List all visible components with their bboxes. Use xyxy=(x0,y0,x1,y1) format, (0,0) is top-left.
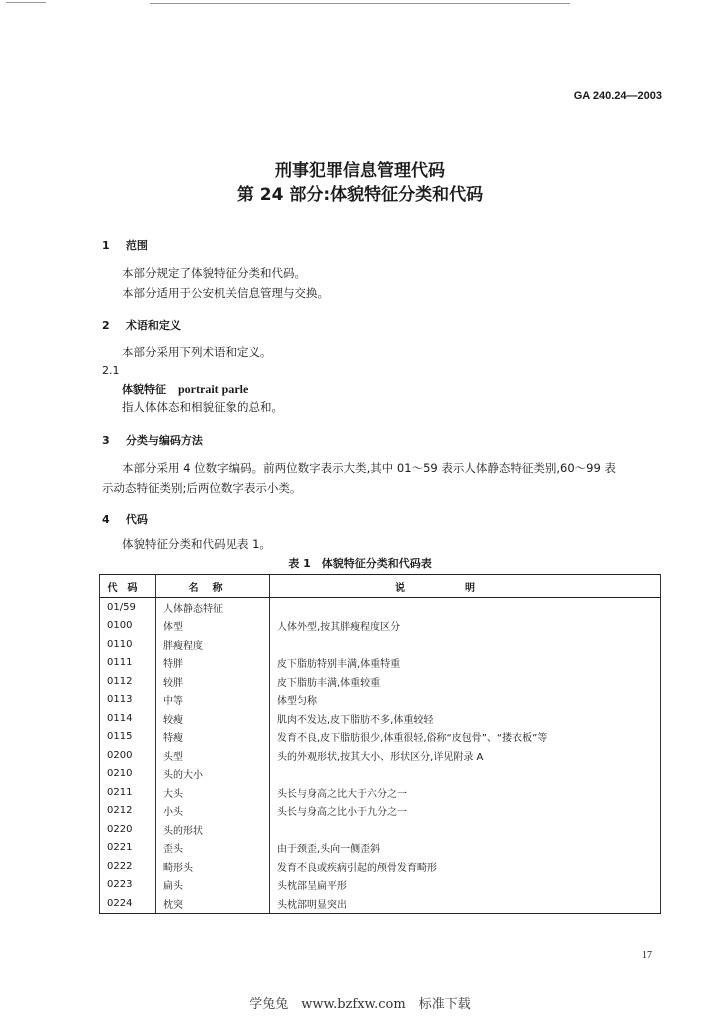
cell-code: 0211 xyxy=(100,783,156,802)
table-row xyxy=(100,765,661,784)
cell-description: 头枕部呈扁平形 xyxy=(277,881,347,893)
paragraph: 本部分适用于公安机关信息管理与交换。 xyxy=(122,286,329,300)
cell-description: 人体外型,按其胖瘦程度区分 xyxy=(277,622,401,634)
cell-name: 畸形头 xyxy=(156,857,270,876)
section-number: 4 xyxy=(102,513,110,526)
document-title: 刑事犯罪信息管理代码 xyxy=(275,161,445,181)
table-row xyxy=(100,802,661,821)
table-row xyxy=(100,839,661,858)
table-row xyxy=(100,598,661,617)
cell-code: 0113 xyxy=(100,691,156,710)
section-3-heading xyxy=(102,432,203,448)
cell-name: 歪头 xyxy=(156,839,270,858)
cell-code: 0220 xyxy=(100,820,156,839)
footer-watermark: 学兔兔 www.bzfxw.com 标准下载 xyxy=(249,997,471,1012)
cell-description: 肌肉不发达,皮下脂肪不多,体重较轻 xyxy=(277,714,434,726)
paragraph: 本部分规定了体貌特征分类和代码。 xyxy=(122,266,306,280)
table-row xyxy=(100,635,661,654)
cell-name: 头的大小 xyxy=(156,765,270,784)
cell-code: 0115 xyxy=(100,728,156,747)
paragraph: 体貌特征分类和代码见表 1。 xyxy=(122,537,271,551)
cell-name: 胖瘦程度 xyxy=(156,635,270,654)
section-2-heading xyxy=(102,317,181,333)
paragraph: 本部分采用下列术语和定义。 xyxy=(122,345,272,359)
cell-description: 头长与身高之比大于六分之一 xyxy=(277,788,407,800)
cell-code: 0210 xyxy=(100,765,156,784)
table-row xyxy=(100,746,661,765)
cell-code: 0110 xyxy=(100,635,156,654)
paragraph-line: 示动态特征类别;后两位数字表示小类。 xyxy=(102,481,302,495)
clause-number: 2.1 xyxy=(102,364,120,377)
cell-description xyxy=(270,765,661,784)
cell-description xyxy=(270,635,661,654)
cell-code: 01/59 xyxy=(100,598,156,617)
cell-name: 较胖 xyxy=(156,672,270,691)
table-row xyxy=(100,820,661,839)
table-row xyxy=(100,672,661,691)
cell-name: 人体静态特征 xyxy=(156,598,270,617)
section-number: 3 xyxy=(102,434,110,447)
cell-code: 0223 xyxy=(100,876,156,895)
cell-description: 皮下脂肪丰满,体重较重 xyxy=(277,677,381,689)
cell-name: 小头 xyxy=(156,802,270,821)
table-row xyxy=(100,654,661,673)
cell-name: 中等 xyxy=(156,691,270,710)
section-4-heading xyxy=(102,511,148,527)
section-number: 2 xyxy=(102,319,110,332)
table-row xyxy=(100,709,661,728)
cell-name: 头的形状 xyxy=(156,820,270,839)
cell-description xyxy=(270,598,661,617)
cell-description: 头枕部明显突出 xyxy=(270,894,661,913)
term-chinese: 体貌特征 xyxy=(122,383,166,396)
cell-description xyxy=(270,820,661,839)
term-english: portrait parle xyxy=(178,382,249,396)
table-row xyxy=(100,894,661,913)
term xyxy=(122,381,248,397)
header-description: 说明 xyxy=(270,575,661,598)
table-row xyxy=(100,617,661,636)
cell-description: 由于颈歪,头向一侧歪斜 xyxy=(277,844,381,856)
cell-description: 体型匀称 xyxy=(277,696,317,708)
document-subtitle: 第 24 部分:体貌特征分类和代码 xyxy=(236,185,484,205)
cell-name: 枕突 xyxy=(156,894,270,913)
code-table xyxy=(99,574,661,914)
header-code: 代码 xyxy=(100,575,156,598)
section-title: 术语和定义 xyxy=(125,319,181,332)
table-row xyxy=(100,728,661,747)
cell-code: 0100 xyxy=(100,617,156,636)
cell-name: 头型 xyxy=(156,746,270,765)
cell-code: 0222 xyxy=(100,857,156,876)
table-header-row xyxy=(100,575,661,598)
section-title: 代码 xyxy=(125,513,148,526)
table-row xyxy=(100,691,661,710)
cell-code: 0212 xyxy=(100,802,156,821)
table-caption: 表 1 体貌特征分类和代码表 xyxy=(288,557,432,570)
page-number: 17 xyxy=(642,950,652,961)
section-1-heading xyxy=(102,237,148,253)
cell-name: 较瘦 xyxy=(156,709,270,728)
cell-name: 大头 xyxy=(156,783,270,802)
cell-description: 发育不良,皮下脂肪很少,体重很轻,俗称“皮包骨”、“搂衣板”等 xyxy=(277,733,548,745)
cell-description: 皮下脂肪特别丰满,体重特重 xyxy=(277,659,401,671)
cell-name: 体型 xyxy=(156,617,270,636)
cell-code: 0200 xyxy=(100,746,156,765)
cell-name: 扁头 xyxy=(156,876,270,895)
header-name: 名称 xyxy=(156,575,270,598)
cell-code: 0114 xyxy=(100,709,156,728)
cell-name: 特胖 xyxy=(156,654,270,673)
cell-code: 0112 xyxy=(100,672,156,691)
paragraph-line: 本部分采用 4 位数字编码。前两位数字表示大类,其中 01～59 表示人体静态特征类别,60～99 表 xyxy=(122,461,616,475)
cell-code: 0224 xyxy=(100,894,156,913)
scan-artifact xyxy=(6,2,46,3)
table-row xyxy=(100,876,661,895)
table-row xyxy=(100,783,661,802)
cell-code: 0111 xyxy=(100,654,156,673)
cell-code: 0221 xyxy=(100,839,156,858)
scan-artifact xyxy=(150,3,570,4)
standard-code: GA 240.24—2003 xyxy=(573,90,662,102)
cell-name: 特瘦 xyxy=(156,728,270,747)
table-row xyxy=(100,857,661,876)
cell-description: 发育不良或疾病引起的颅骨发育畸形 xyxy=(277,862,437,874)
definition: 指人体体态和相貌征象的总和。 xyxy=(122,400,283,414)
cell-description: 头长与身高之比小于九分之一 xyxy=(277,807,407,819)
section-number: 1 xyxy=(102,239,110,252)
section-title: 范围 xyxy=(125,239,148,252)
cell-description: 头的外观形状,按其大小、形状区分,详见附录 A xyxy=(277,751,484,763)
section-title: 分类与编码方法 xyxy=(125,434,203,447)
